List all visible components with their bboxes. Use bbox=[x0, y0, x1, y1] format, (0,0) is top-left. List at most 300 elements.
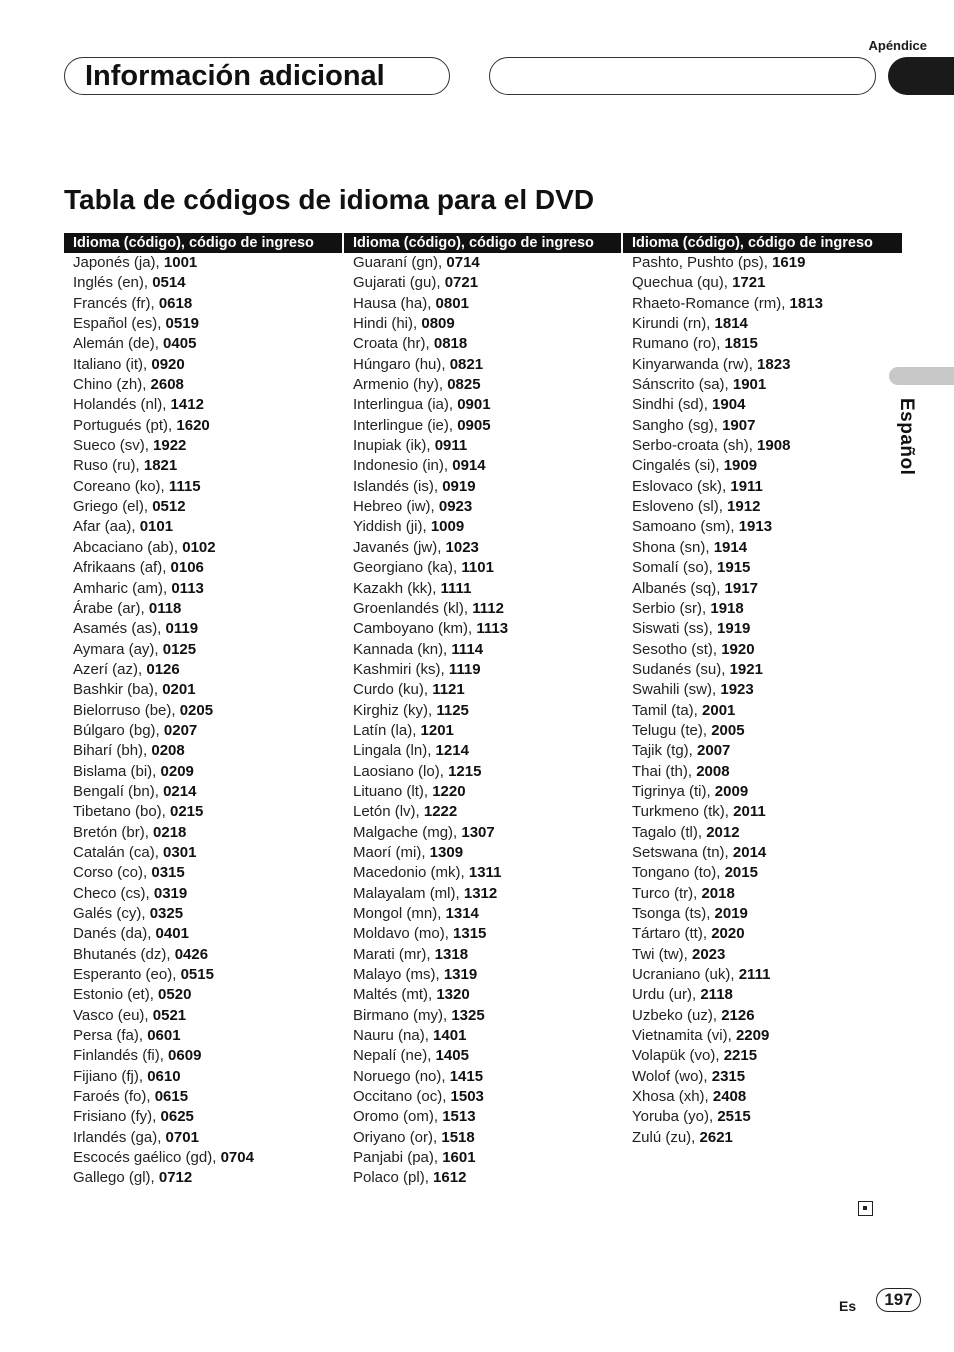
language-name: Tagalo (tl), bbox=[632, 823, 707, 841]
language-name: Catalán (ca), bbox=[73, 843, 164, 861]
language-code: 0102 bbox=[182, 538, 216, 556]
language-code: 1915 bbox=[717, 559, 751, 577]
language-code: 1912 bbox=[727, 498, 761, 516]
language-entry bbox=[623, 660, 902, 680]
language-name: Sánscrito (sa), bbox=[632, 376, 733, 394]
language-name: Swahili (sw), bbox=[632, 681, 721, 699]
language-code: 1918 bbox=[710, 599, 744, 617]
language-entry bbox=[64, 314, 342, 334]
language-entry bbox=[344, 985, 621, 1005]
language-entry bbox=[64, 1006, 342, 1026]
language-code: 1911 bbox=[730, 477, 763, 495]
language-code: 0515 bbox=[180, 966, 214, 984]
language-name: Corso (co), bbox=[73, 864, 152, 882]
language-name: Finlandés (fi), bbox=[73, 1047, 169, 1065]
language-name: Sindhi (sd), bbox=[632, 396, 713, 414]
language-entry bbox=[64, 355, 342, 375]
language-entry bbox=[64, 477, 342, 497]
page-title: Tabla de códigos de idioma para el DVD bbox=[64, 184, 595, 215]
language-code: 0125 bbox=[162, 640, 197, 658]
language-list bbox=[344, 253, 621, 1189]
language-entry bbox=[64, 1107, 342, 1127]
language-entry bbox=[344, 375, 621, 395]
language-name: Bislama (bi), bbox=[73, 762, 161, 780]
language-code: 2011 bbox=[733, 803, 766, 821]
language-name: Portugués (pt), bbox=[73, 416, 177, 434]
language-name: Esloveno (sl), bbox=[632, 498, 728, 516]
language-code: 2209 bbox=[735, 1027, 770, 1045]
language-entry bbox=[64, 640, 342, 660]
language-entry bbox=[344, 640, 621, 660]
language-name: Hebreo (iw), bbox=[353, 498, 439, 516]
language-entry bbox=[623, 823, 902, 843]
language-entry bbox=[623, 355, 902, 375]
language-column-3 bbox=[623, 233, 902, 1148]
language-name: Rumano (ro), bbox=[632, 335, 725, 353]
language-name: Húngaro (hu), bbox=[353, 355, 450, 373]
language-code: 0209 bbox=[160, 762, 194, 780]
language-code: 1101 bbox=[461, 559, 494, 577]
language-code: 2118 bbox=[700, 986, 733, 1004]
language-name: Búlgaro (bg), bbox=[73, 721, 164, 739]
language-code: 2020 bbox=[711, 925, 745, 943]
black-section-tab bbox=[888, 57, 954, 95]
language-entry bbox=[344, 619, 621, 639]
language-entry bbox=[623, 640, 902, 660]
language-entry bbox=[64, 701, 342, 721]
language-name: Islandés (is), bbox=[353, 477, 443, 495]
language-entry bbox=[344, 924, 621, 944]
language-entry bbox=[623, 579, 902, 599]
language-name: Bielorruso (be), bbox=[73, 701, 180, 719]
language-name: Ruso (ru), bbox=[73, 457, 144, 475]
language-name: Nauru (na), bbox=[353, 1027, 434, 1045]
language-entry bbox=[64, 924, 342, 944]
language-code: 2005 bbox=[711, 721, 745, 739]
language-name: Japonés (ja), bbox=[73, 254, 164, 271]
language-entry bbox=[64, 497, 342, 517]
language-entry bbox=[64, 884, 342, 904]
language-name: Rhaeto-Romance (rm), bbox=[632, 294, 790, 312]
language-name: Eslovaco (sk), bbox=[632, 477, 731, 495]
language-name: Twi (tw), bbox=[632, 945, 692, 963]
language-name: Kirghiz (ky), bbox=[353, 701, 437, 719]
language-name: Tongano (to), bbox=[632, 864, 725, 882]
language-name: Lituano (lt), bbox=[353, 782, 433, 800]
language-entry bbox=[344, 1067, 621, 1087]
language-name: Tajik (tg), bbox=[632, 742, 698, 760]
language-entry bbox=[344, 701, 621, 721]
language-name: Danés (da), bbox=[73, 925, 156, 943]
language-code: 1325 bbox=[451, 1006, 485, 1024]
language-name: Occitano (oc), bbox=[353, 1088, 451, 1106]
language-code: 1922 bbox=[153, 437, 187, 455]
language-name: Panjabi (pa), bbox=[353, 1149, 443, 1167]
language-entry bbox=[344, 782, 621, 802]
language-code: 2215 bbox=[723, 1047, 758, 1065]
language-name: Noruego (no), bbox=[353, 1067, 450, 1085]
language-code: 1904 bbox=[712, 396, 746, 414]
language-name: Abcaciano (ab), bbox=[73, 538, 183, 556]
language-code: 0923 bbox=[438, 498, 473, 516]
language-name: Bengalí (bn), bbox=[73, 782, 164, 800]
language-entry bbox=[64, 273, 342, 293]
language-entry bbox=[64, 721, 342, 741]
language-code: 2023 bbox=[692, 945, 726, 963]
language-code: 0126 bbox=[146, 660, 180, 678]
language-name: Malayo (ms), bbox=[353, 966, 444, 984]
language-code: 0610 bbox=[147, 1067, 181, 1085]
language-name: Chino (zh), bbox=[73, 376, 151, 394]
language-code: 0325 bbox=[149, 905, 184, 922]
language-name: Kashmiri (ks), bbox=[353, 660, 449, 678]
language-name: Coreano (ko), bbox=[73, 477, 169, 495]
language-code: 0214 bbox=[163, 782, 197, 800]
language-code: 0426 bbox=[174, 945, 209, 963]
language-code: 1813 bbox=[789, 294, 823, 312]
language-name: Laosiano (lo), bbox=[353, 762, 449, 780]
language-code: 0809 bbox=[421, 315, 455, 333]
language-name: Kirundi (rn), bbox=[632, 315, 715, 333]
page-number: 197 bbox=[876, 1288, 921, 1312]
language-code: 2018 bbox=[701, 884, 735, 902]
language-code: 1318 bbox=[434, 945, 469, 963]
language-entry bbox=[344, 1087, 621, 1107]
language-entry bbox=[623, 558, 902, 578]
language-code: 0119 bbox=[165, 620, 199, 638]
language-name: Gujarati (gu), bbox=[353, 274, 445, 292]
language-entry bbox=[623, 945, 902, 965]
language-name: Kazakh (kk), bbox=[353, 579, 441, 597]
language-name: Español (es), bbox=[73, 315, 166, 333]
language-entry bbox=[623, 375, 902, 395]
language-code: 0520 bbox=[158, 986, 192, 1004]
language-code: 2408 bbox=[712, 1088, 747, 1106]
language-entry bbox=[623, 802, 902, 822]
language-entry bbox=[623, 599, 902, 619]
column-header: Idioma (código), código de ingreso bbox=[64, 233, 342, 253]
language-name: Sudanés (su), bbox=[632, 660, 730, 678]
language-entry bbox=[64, 395, 342, 415]
language-name: Turco (tr), bbox=[632, 884, 702, 902]
language-entry bbox=[344, 945, 621, 965]
language-entry bbox=[623, 1087, 902, 1107]
language-name: Cingalés (si), bbox=[632, 457, 724, 475]
language-entry bbox=[623, 985, 902, 1005]
language-name: Faroés (fo), bbox=[73, 1088, 155, 1106]
language-code: 0401 bbox=[155, 925, 189, 943]
language-code: 1821 bbox=[143, 457, 178, 475]
language-code: 1214 bbox=[435, 742, 469, 760]
language-entry bbox=[64, 802, 342, 822]
language-name: Árabe (ar), bbox=[73, 599, 149, 617]
language-entry bbox=[344, 1026, 621, 1046]
language-entry bbox=[344, 416, 621, 436]
language-code: 0205 bbox=[179, 701, 214, 719]
language-entry bbox=[623, 965, 902, 985]
language-entry bbox=[623, 1046, 902, 1066]
language-code: 0201 bbox=[162, 681, 196, 699]
language-entry bbox=[623, 517, 902, 537]
language-entry bbox=[623, 721, 902, 741]
language-name: Bretón (br), bbox=[73, 823, 154, 841]
appendix-label: Apéndice bbox=[868, 38, 927, 53]
language-code: 0911 bbox=[434, 437, 468, 455]
language-entry bbox=[344, 660, 621, 680]
language-code: 1815 bbox=[724, 335, 758, 353]
language-code: 0512 bbox=[152, 498, 186, 516]
language-name: Thai (th), bbox=[632, 762, 697, 780]
language-code: 1112 bbox=[472, 599, 504, 617]
language-entry bbox=[64, 619, 342, 639]
language-name: Telugu (te), bbox=[632, 721, 712, 739]
language-code: 1919 bbox=[717, 620, 751, 638]
language-name: Bashkir (ba), bbox=[73, 681, 163, 699]
language-code: 2621 bbox=[699, 1128, 733, 1146]
language-entry bbox=[64, 1067, 342, 1087]
language-name: Macedonio (mk), bbox=[353, 864, 469, 882]
language-name: Croata (hr), bbox=[353, 335, 434, 353]
language-entry bbox=[623, 497, 902, 517]
language-entry bbox=[64, 1148, 342, 1168]
language-code: 1315 bbox=[453, 925, 487, 943]
language-code: 2126 bbox=[721, 1006, 755, 1024]
language-name: Mongol (mn), bbox=[353, 905, 446, 922]
language-entry bbox=[64, 985, 342, 1005]
language-code: 0405 bbox=[163, 335, 197, 353]
language-entry bbox=[64, 558, 342, 578]
language-entry bbox=[344, 823, 621, 843]
language-entry bbox=[64, 1026, 342, 1046]
language-list bbox=[623, 253, 902, 1148]
language-entry bbox=[344, 497, 621, 517]
language-code: 2019 bbox=[714, 905, 748, 922]
language-code: 0821 bbox=[449, 355, 484, 373]
language-code: 0905 bbox=[457, 416, 491, 434]
language-entry bbox=[344, 1046, 621, 1066]
language-name: Kinyarwanda (rw), bbox=[632, 355, 758, 373]
language-entry bbox=[623, 456, 902, 476]
language-entry bbox=[344, 741, 621, 761]
language-name: Asamés (as), bbox=[73, 620, 166, 638]
language-name: Guaraní (gn), bbox=[353, 254, 447, 271]
language-entry bbox=[623, 538, 902, 558]
language-code: 0618 bbox=[158, 294, 193, 312]
language-name: Sueco (sv), bbox=[73, 437, 154, 455]
language-code: 1415 bbox=[449, 1067, 484, 1085]
language-entry bbox=[623, 1006, 902, 1026]
language-name: Nepalí (ne), bbox=[353, 1047, 436, 1065]
language-code: 1220 bbox=[432, 782, 466, 800]
language-code: 1907 bbox=[722, 416, 756, 434]
language-name: Bhutanés (dz), bbox=[73, 945, 175, 963]
column-header: Idioma (código), código de ingreso bbox=[344, 233, 621, 253]
language-code: 0208 bbox=[151, 742, 185, 760]
language-entry bbox=[64, 1046, 342, 1066]
language-tab bbox=[889, 367, 954, 385]
language-entry bbox=[64, 375, 342, 395]
language-name: Sesotho (st), bbox=[632, 640, 722, 658]
blank-header-box bbox=[489, 57, 876, 95]
language-column-2 bbox=[344, 233, 621, 1189]
language-code: 2315 bbox=[711, 1067, 746, 1085]
language-code: 0113 bbox=[171, 579, 204, 597]
language-name: Moldavo (mo), bbox=[353, 925, 454, 943]
language-code: 1917 bbox=[724, 579, 758, 597]
language-entry bbox=[344, 762, 621, 782]
language-entry bbox=[64, 599, 342, 619]
language-entry bbox=[623, 273, 902, 293]
language-name: Italiano (it), bbox=[73, 355, 152, 373]
language-entry bbox=[64, 294, 342, 314]
language-list bbox=[64, 253, 342, 1189]
language-entry bbox=[623, 863, 902, 883]
language-name: Estonio (et), bbox=[73, 986, 159, 1004]
language-entry bbox=[623, 477, 902, 497]
language-code: 1401 bbox=[433, 1027, 467, 1045]
language-name: Pashto, Pushto (ps), bbox=[632, 254, 773, 271]
language-name: Armenio (hy), bbox=[353, 376, 448, 394]
language-code: 0519 bbox=[165, 315, 199, 333]
language-name: Siswati (ss), bbox=[632, 620, 718, 638]
language-name: Vasco (eu), bbox=[73, 1006, 153, 1024]
language-entry bbox=[64, 660, 342, 680]
language-name: Javanés (jw), bbox=[353, 538, 446, 556]
language-code: 1405 bbox=[435, 1047, 469, 1065]
language-code: 2012 bbox=[706, 823, 740, 841]
language-code: 2014 bbox=[732, 843, 767, 861]
language-entry bbox=[623, 741, 902, 761]
language-name: Albanés (sq), bbox=[632, 579, 725, 597]
language-name: Letón (lv), bbox=[353, 803, 424, 821]
language-entry bbox=[623, 253, 902, 273]
language-name: Somalí (so), bbox=[632, 559, 718, 577]
language-code: 0319 bbox=[153, 884, 188, 902]
language-code: 0919 bbox=[442, 477, 476, 495]
language-entry bbox=[64, 1128, 342, 1148]
language-name: Interlingua (ia), bbox=[353, 396, 458, 414]
section-header bbox=[64, 57, 450, 95]
language-name: Georgiano (ka), bbox=[353, 559, 462, 577]
language-entry bbox=[64, 782, 342, 802]
language-code: 0825 bbox=[447, 376, 481, 394]
language-name: Volapük (vo), bbox=[632, 1047, 724, 1065]
language-entry bbox=[64, 538, 342, 558]
language-entry bbox=[344, 579, 621, 599]
language-entry bbox=[64, 517, 342, 537]
language-name: Uzbeko (uz), bbox=[632, 1006, 722, 1024]
language-entry bbox=[344, 802, 621, 822]
language-name: Gallego (gl), bbox=[73, 1169, 159, 1187]
language-entry bbox=[623, 314, 902, 334]
language-entry bbox=[623, 924, 902, 944]
language-name: Polaco (pl), bbox=[353, 1169, 434, 1187]
language-name: Tártaro (tt), bbox=[632, 925, 712, 943]
language-entry bbox=[64, 416, 342, 436]
language-code: 0609 bbox=[168, 1047, 202, 1065]
language-name: Holandés (nl), bbox=[73, 396, 171, 414]
language-code: 1503 bbox=[450, 1088, 484, 1106]
language-name: Serbo-croata (sh), bbox=[632, 437, 758, 455]
language-name: Fijiano (fj), bbox=[73, 1067, 148, 1085]
language-code: 1914 bbox=[713, 538, 748, 556]
language-code: 2015 bbox=[724, 864, 758, 882]
language-entry bbox=[344, 599, 621, 619]
language-entry bbox=[623, 416, 902, 436]
language-name: Marati (mr), bbox=[353, 945, 435, 963]
language-entry bbox=[623, 843, 902, 863]
language-entry bbox=[64, 579, 342, 599]
language-code: 1121 bbox=[432, 681, 465, 699]
language-code: 1113 bbox=[476, 620, 509, 638]
language-entry bbox=[64, 334, 342, 354]
language-name: Kannada (kn), bbox=[353, 640, 452, 658]
language-name: Francés (fr), bbox=[73, 294, 159, 312]
language-code: 0920 bbox=[151, 355, 185, 373]
language-code: 0521 bbox=[152, 1006, 187, 1024]
language-entry bbox=[344, 436, 621, 456]
language-entry bbox=[623, 619, 902, 639]
language-entry bbox=[344, 1006, 621, 1026]
language-name: Afrikaans (af), bbox=[73, 559, 171, 577]
language-entry bbox=[344, 863, 621, 883]
language-entry bbox=[623, 334, 902, 354]
language-code: 1518 bbox=[441, 1128, 475, 1146]
language-entry bbox=[623, 782, 902, 802]
language-code: 1601 bbox=[442, 1149, 476, 1167]
language-code: 1814 bbox=[714, 315, 748, 333]
language-code: 0615 bbox=[154, 1088, 189, 1106]
language-entry bbox=[623, 762, 902, 782]
language-code: 0101 bbox=[139, 518, 174, 536]
column-header: Idioma (código), código de ingreso bbox=[623, 233, 902, 253]
language-name: Malayalam (ml), bbox=[353, 884, 464, 902]
language-name: Lingala (ln), bbox=[353, 742, 436, 760]
language-entry bbox=[623, 680, 902, 700]
language-entry bbox=[64, 741, 342, 761]
language-code: 1913 bbox=[738, 518, 773, 536]
language-entry bbox=[623, 884, 902, 904]
language-entry bbox=[64, 843, 342, 863]
language-name: Hausa (ha), bbox=[353, 294, 436, 312]
language-name: Latín (la), bbox=[353, 721, 421, 739]
language-code: 1920 bbox=[721, 640, 755, 658]
language-entry bbox=[64, 1087, 342, 1107]
language-name: Quechua (qu), bbox=[632, 274, 733, 292]
language-code: 0818 bbox=[433, 335, 468, 353]
language-code: 1909 bbox=[723, 457, 758, 475]
language-code: 1314 bbox=[445, 905, 479, 922]
language-code: 0625 bbox=[160, 1108, 194, 1126]
language-entry bbox=[344, 334, 621, 354]
language-code: 1908 bbox=[757, 437, 791, 455]
language-code: 0721 bbox=[444, 274, 479, 292]
language-name: Sangho (sg), bbox=[632, 416, 723, 434]
language-name: Amharic (am), bbox=[73, 579, 172, 597]
language-name: Inglés (en), bbox=[73, 274, 153, 292]
language-code: 1320 bbox=[436, 986, 470, 1004]
language-entry bbox=[344, 965, 621, 985]
language-entry bbox=[64, 945, 342, 965]
language-code: 0701 bbox=[165, 1128, 199, 1146]
language-entry bbox=[64, 436, 342, 456]
language-name: Shona (sn), bbox=[632, 538, 714, 556]
language-entry bbox=[64, 904, 342, 924]
footer-lang-code: Es bbox=[839, 1298, 857, 1314]
language-name: Checo (cs), bbox=[73, 884, 154, 902]
language-name: Setswana (tn), bbox=[632, 843, 733, 861]
language-name: Escocés gaélico (gd), bbox=[73, 1149, 221, 1167]
